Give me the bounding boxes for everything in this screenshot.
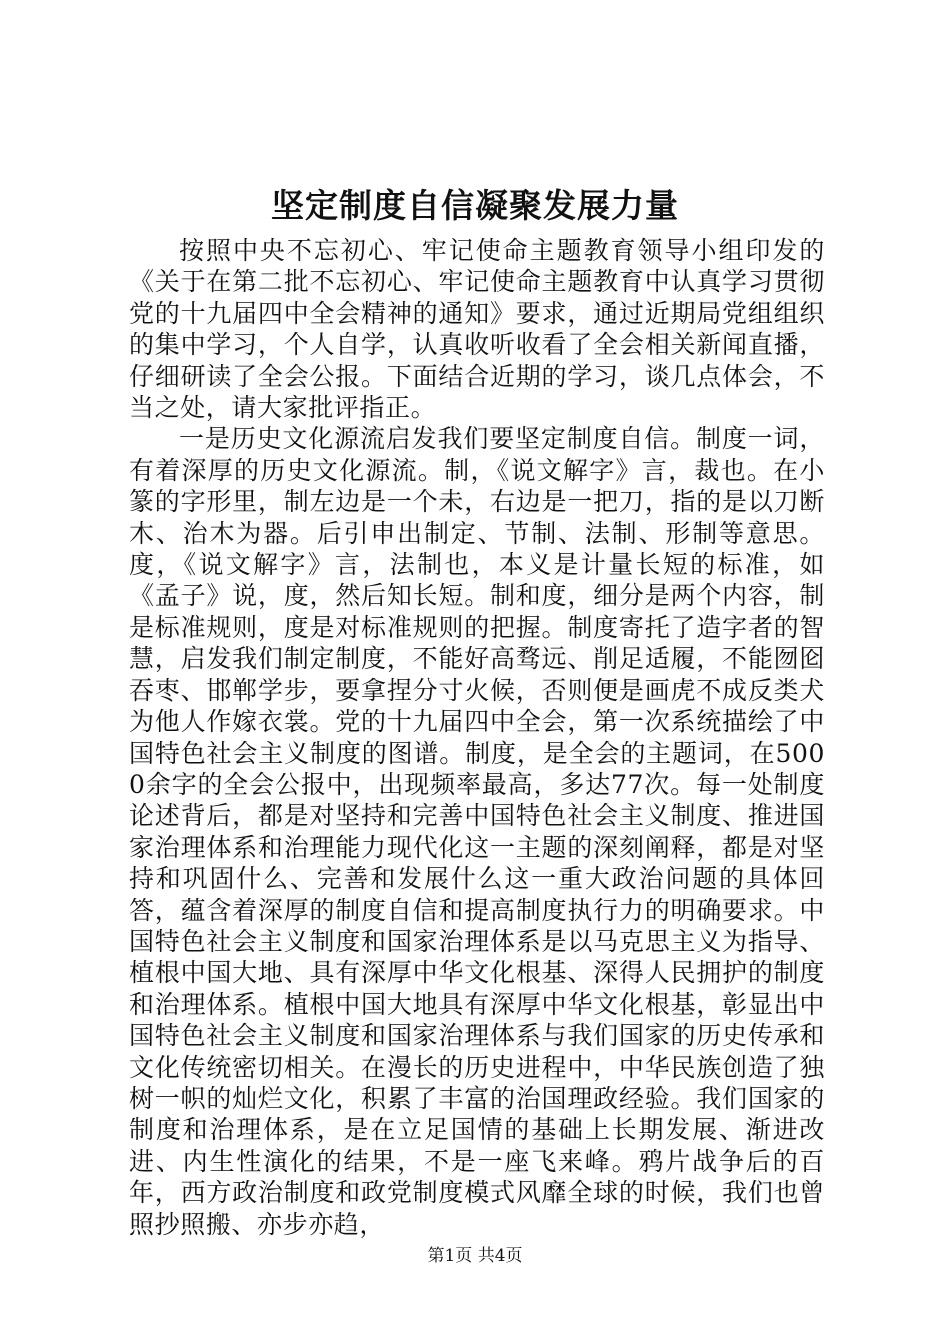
document-body <box>129 235 825 1240</box>
document-title: 坚定制度自信凝聚发展力量 <box>271 186 679 225</box>
paragraph-intro: 按照中央不忘初心、牢记使命主题教育领导小组印发的《关于在第二批不忘初心、牢记使命主题教育中认真学习贯彻党的十九届四中全会精神的通知》要求，通过近期局党组组织的集中学习，个人自学，认真收听收看了全会相关新闻直播，仔细研读了全会公报。下面结合近期的学习，谈几点体会，不当之处，请大家批评指正。 <box>129 236 825 423</box>
page-footer: 第1页 共4页 <box>427 1246 523 1266</box>
paragraph-history-culture: 一是历史文化源流启发我们要坚定制度自信。制度一词，有着深厚的历史文化源流。制，《说文解字》言，裁也。在小篆的字形里，制左边是一个未，右边是一把刀，指的是以刀断木、治木为器。后引申出制定、节制、法制、形制等意思。度，《说文解字》言，法制也，本义是计量长短的标准，如《孟子》说，度，然后知长短。制和度，细分是两个内容，制是标准规则，度是对标准规则的把握。制度寄托了造字者的智慧，启发我们制定制度，不能好高骛远、削足适履，不能囫囵吞枣、邯郸学步，要拿捏分寸火候，否则便是画虎不成反类犬为他人作嫁衣裳。党的十九届四中全会，第一次系统描绘了中国特色社会主义制度的图谱。制度，是全会的主题词，在5000余字的全会公报中，出现频率最高，多达77次。每一处制度论述背后，都是对坚持和完善中国特色社会主义制度、推进国家治理体系和治理能力现代化这一主题的深刻阐释，都是对坚持和巩固什么、完善和发展什么这一重大政治问题的具体回答，蕴含着深厚的制度自信和提高制度执行力的明确要求。中国特色社会主义制度和国家治理体系是以马克思主义为指导、植根中国大地、具有深厚中华文化根基、深得人民拥护的制度和治理体系。植根中国大地具有深厚中华文化根基，彰显出中国特色社会主义制度和国家治理体系与我们国家的历史传承和文化传统密切相关。在漫长的历史进程中，中华民族创造了独树一帜的灿烂文化，积累了丰富的治国理政经验。我们国家的制度和治理体系，是在立足国情的基础上长期发展、渐进改进、内生性演化的结果，不是一座飞来峰。鸦片战争后的百年，西方政治制度和政党制度模式风靡全球的时候，我们也曾照抄照搬、亦步亦趋， <box>129 424 825 1239</box>
